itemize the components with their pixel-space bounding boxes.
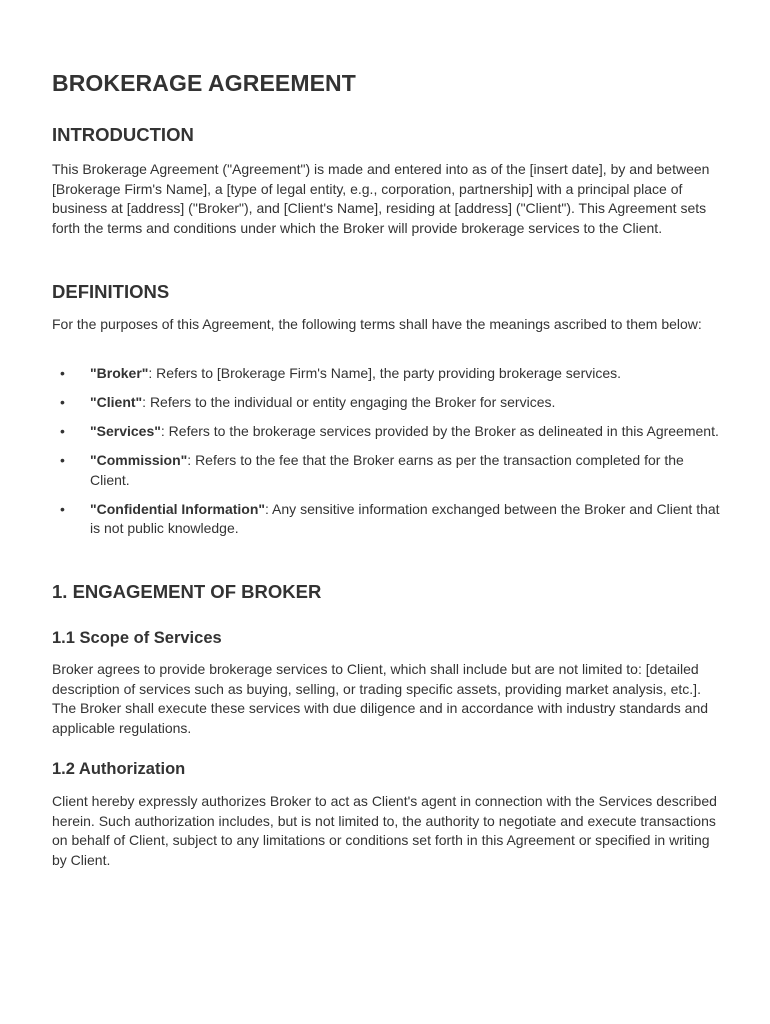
list-item: [52, 364, 720, 384]
definitions-list: [52, 364, 720, 548]
definition-term: "Client": [90, 394, 143, 410]
list-item: [52, 500, 720, 539]
list-item: [52, 422, 720, 442]
definition-text: : Refers to the individual or entity engaging the Broker for services.: [142, 394, 556, 410]
definitions-heading: DEFINITIONS: [52, 281, 170, 302]
document-title: BROKERAGE AGREEMENT: [52, 70, 356, 96]
introduction-paragraph: This Brokerage Agreement ("Agreement") is made and entered into as of the [insert date], by and between [Brokerage Firm's Name], a [type of legal entity, e.g., corporation, partnership] with a principal place of business at [address] ("Broker"), and [Client's Name], residing at [address] ("Client"). This Agreement sets forth the terms and conditions under which the Broker will provide brokerage services to the Client.: [52, 161, 710, 236]
scope-of-services-heading: 1.1 Scope of Services: [52, 629, 222, 647]
bullet-icon: •: [60, 452, 65, 468]
authorization-paragraph: Client hereby expressly authorizes Broker to act as Client's agent in connection with the Services described herein. Such authorization includes, but is not limited to, the authority to negotiate and execute transactions on behalf of Client, subject to any limitations or conditions set forth in this Agreement or specified in writing by Client.: [52, 793, 717, 868]
definition-term: "Commission": [90, 452, 188, 468]
definition-text: : Refers to [Brokerage Firm's Name], the party providing brokerage services.: [148, 365, 622, 381]
bullet-icon: •: [60, 500, 65, 517]
list-item: [52, 451, 720, 490]
bullet-icon: •: [60, 394, 65, 410]
definition-text: : Refers to the fee that the Broker earns as per the transaction completed for the Client.: [90, 452, 684, 488]
definitions-intro: For the purposes of this Agreement, the following terms shall have the meanings ascribed to them below:: [52, 316, 702, 332]
authorization-heading: 1.2 Authorization: [52, 760, 186, 778]
definition-term: "Confidential Information": [90, 500, 266, 517]
bullet-icon: •: [60, 365, 65, 381]
definition-text: : Any sensitive information exchanged between the Broker and Client that is not public knowledge.: [90, 500, 720, 536]
definition-text: : Refers to the brokerage services provided by the Broker as delineated in this Agreement.: [160, 423, 719, 439]
definition-term: "Broker": [90, 365, 149, 381]
list-item: [52, 393, 720, 413]
bullet-icon: •: [60, 423, 65, 439]
definition-term: "Services": [90, 423, 161, 439]
introduction-heading: INTRODUCTION: [52, 124, 194, 145]
engagement-heading: 1. ENGAGEMENT OF BROKER: [52, 581, 322, 602]
scope-of-services-paragraph: Broker agrees to provide brokerage services to Client, which shall include but are not limited to: [detailed description of services such as buying, selling, or trading specific assets, providing market analysis, etc.]. The Broker shall execute these services with due diligence and in accordance with industry standards and applicable regulations.: [52, 661, 709, 736]
